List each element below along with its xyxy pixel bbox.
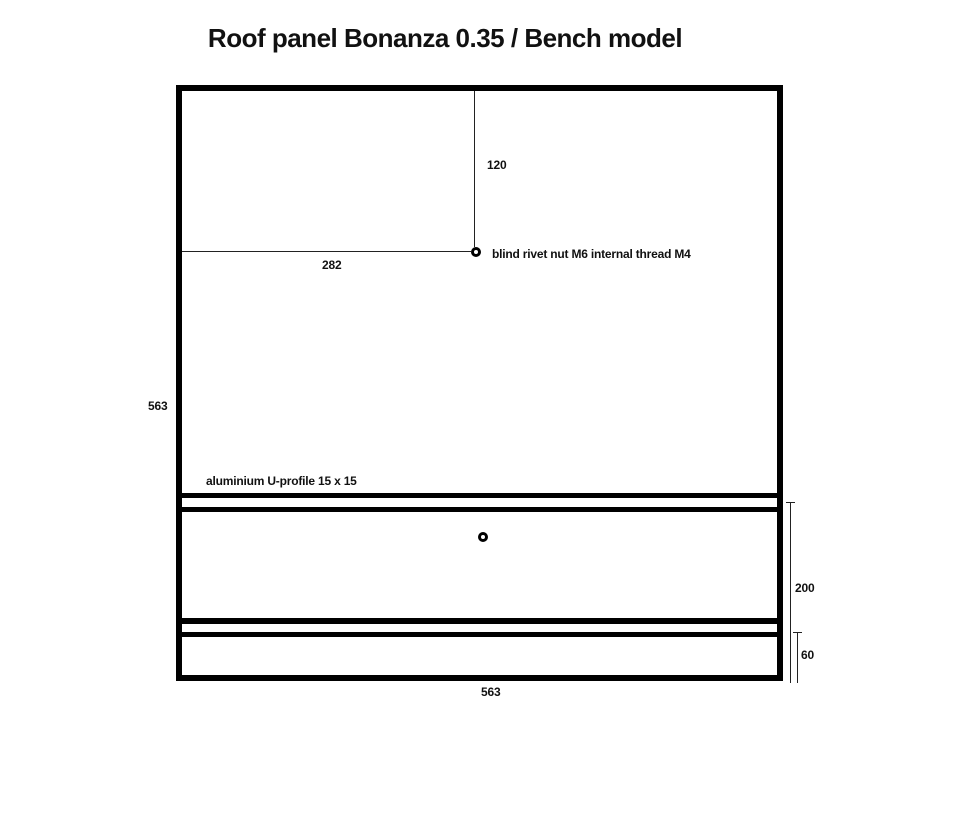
u-profile-upper-bottom-edge bbox=[176, 507, 783, 512]
dim-line-200 bbox=[790, 503, 791, 683]
u-profile-lower-bottom-edge bbox=[176, 632, 783, 637]
dim-line-282 bbox=[182, 251, 471, 252]
u-profile-upper-top-edge bbox=[176, 493, 783, 498]
page-title: Roof panel Bonanza 0.35 / Bench model bbox=[207, 23, 683, 53]
dim-line-60 bbox=[797, 633, 798, 683]
rivet-nut-marker-lower bbox=[478, 532, 488, 542]
u-profile-lower-top-edge bbox=[176, 618, 783, 624]
dim-label-563-bottom: 563 bbox=[481, 685, 501, 699]
dim-label-60: 60 bbox=[801, 648, 814, 662]
dim-label-120: 120 bbox=[487, 158, 507, 172]
rivet-nut-marker-upper bbox=[471, 247, 481, 257]
dim-label-563-left: 563 bbox=[148, 399, 168, 413]
dim-label-282: 282 bbox=[322, 258, 342, 272]
panel-outline bbox=[176, 85, 783, 681]
u-profile-label: aluminium U-profile 15 x 15 bbox=[206, 474, 357, 488]
dim-label-200: 200 bbox=[795, 581, 815, 595]
rivet-nut-label: blind rivet nut M6 internal thread M4 bbox=[492, 247, 691, 261]
dim-line-120 bbox=[474, 91, 475, 247]
